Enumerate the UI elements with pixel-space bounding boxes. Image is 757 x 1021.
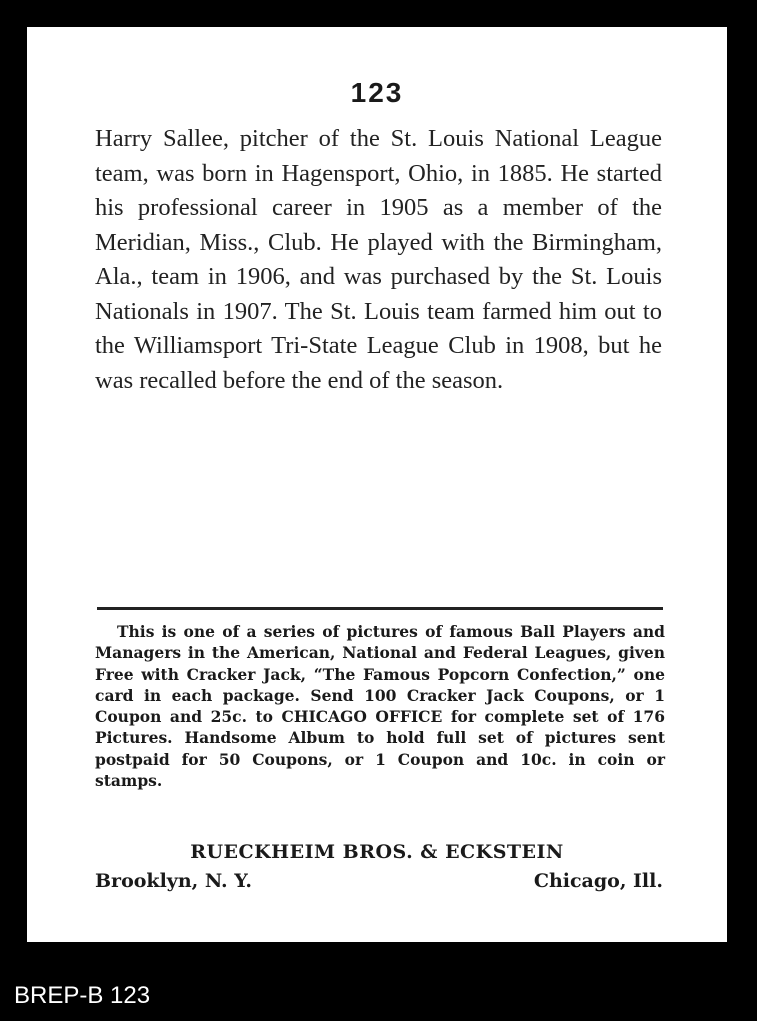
publisher-name: RUECKHEIM BROS. & ECKSTEIN [190, 841, 564, 863]
promotion-text [95, 621, 665, 791]
divider [97, 607, 663, 610]
promotion-text-body: This is one of a series of pictures of famous Ball Players and Managers in the American, National and Federal Leagues, given Free with Cracker Jack, “The Famous Popcorn Confection,” one card in each package. Send 100 Cracker Jack Coupons, or 1 Coupon and 25c. to CHICAGO OFFICE for complete set of 176 Pictures. Handsome Album to hold full set of pictures sent postpaid for 50 Coupons, or 1 Coupon and 10c. in coin or stamps. [95, 622, 665, 791]
publisher-city-brooklyn: Brooklyn, N. Y. [95, 870, 252, 892]
card-back [27, 27, 727, 942]
player-biography: Harry Sallee, pitcher of the St. Louis National League team, was born in Hagensport, Ohio, in 1885. He started his professional career in 1905 as a member of the Meridian, Miss., Club. He played with the Birmingham, Ala., team in 1906, and was purchased by the St. Louis Nationals in 1907. The St. Louis team farmed him out to the Williamsport Tri-State League Club in 1908, but he was recalled before the end of the season. [95, 125, 662, 394]
card-number: 123 [350, 77, 404, 108]
publisher-city-chicago: Chicago, Ill. [533, 870, 663, 892]
catalog-label: BREP-B 123 [14, 982, 151, 1009]
